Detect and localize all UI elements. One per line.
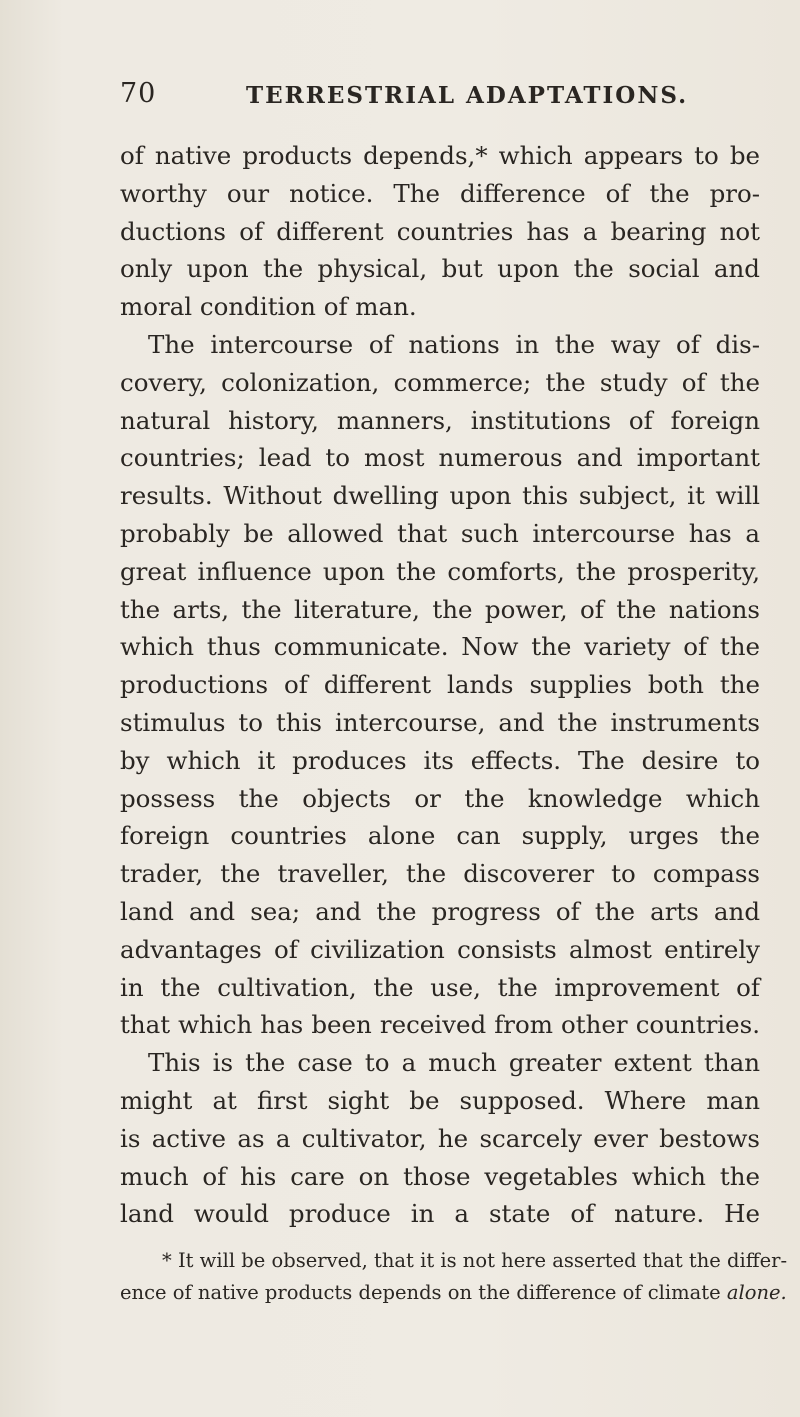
text-line: natural history, manners, institutions of foreign	[120, 405, 760, 435]
text-line: countries; lead to most numerous and important	[120, 443, 760, 473]
footnote	[120, 1245, 788, 1309]
text-line: of native products depends,* which appears to be	[120, 141, 760, 170]
text-line: This is the case to a much greater extent than	[148, 1048, 760, 1078]
text-line: which thus communicate. Now the variety of the	[120, 632, 760, 662]
text-line: trader, the traveller, the discoverer to compass	[120, 859, 760, 889]
text-line: land and sea; and the progress of the arts and	[120, 896, 760, 926]
text-line: only upon the physical, but upon the social and	[120, 254, 760, 284]
footnote-text: ence of native products depends on the difference of climate	[120, 1281, 727, 1304]
text-line: stimulus to this intercourse, and the instruments	[120, 707, 760, 737]
text-line: the arts, the literature, the power, of the nations	[120, 594, 760, 624]
text-line: advantages of civilization consists almost entirely	[120, 934, 760, 964]
page-header	[120, 78, 760, 118]
text-line: possess the objects or the knowledge which	[120, 783, 760, 813]
footnote-emphasis: alone.	[726, 1281, 787, 1304]
text-line: much of his care on those vegetables which the	[120, 1161, 760, 1191]
text-line: worthy our notice. The difference of the pro-	[120, 178, 760, 208]
text-line: land would produce in a state of nature. He	[120, 1199, 760, 1229]
text-line: in the cultivation, the use, the improvement of	[120, 972, 760, 1002]
text-line: might at first sight be supposed. Where man	[120, 1085, 760, 1115]
text-line: ductions of different countries has a bearing not	[120, 216, 760, 246]
body-text	[120, 137, 760, 1233]
running-title: TERRESTRIAL ADAPTATIONS.	[246, 82, 689, 109]
text-line: covery, colonization, commerce; the study of the	[120, 367, 760, 397]
text-line: moral condition of man.	[120, 292, 417, 322]
text-line: results. Without dwelling upon this subject, it will	[120, 481, 760, 511]
footnote-line: * It will be observed, that it is not here asserted that the differ-	[162, 1249, 788, 1272]
text-line: is active as a cultivator, he scarcely ever bestows	[120, 1123, 760, 1153]
text-line: great influence upon the comforts, the prosperity,	[120, 556, 760, 586]
text-line: The intercourse of nations in the way of dis-	[148, 329, 760, 359]
text-line: by which it produces its effects. The desire to	[120, 745, 760, 775]
text-line: foreign countries alone can supply, urges the	[120, 821, 760, 851]
footnote-line	[120, 1277, 787, 1309]
text-line: probably be allowed that such intercourse has a	[120, 518, 760, 548]
text-line: productions of different lands supplies both the	[120, 670, 760, 700]
page-number: 70	[120, 78, 157, 109]
text-line: that which has been received from other countries.	[120, 1010, 760, 1040]
